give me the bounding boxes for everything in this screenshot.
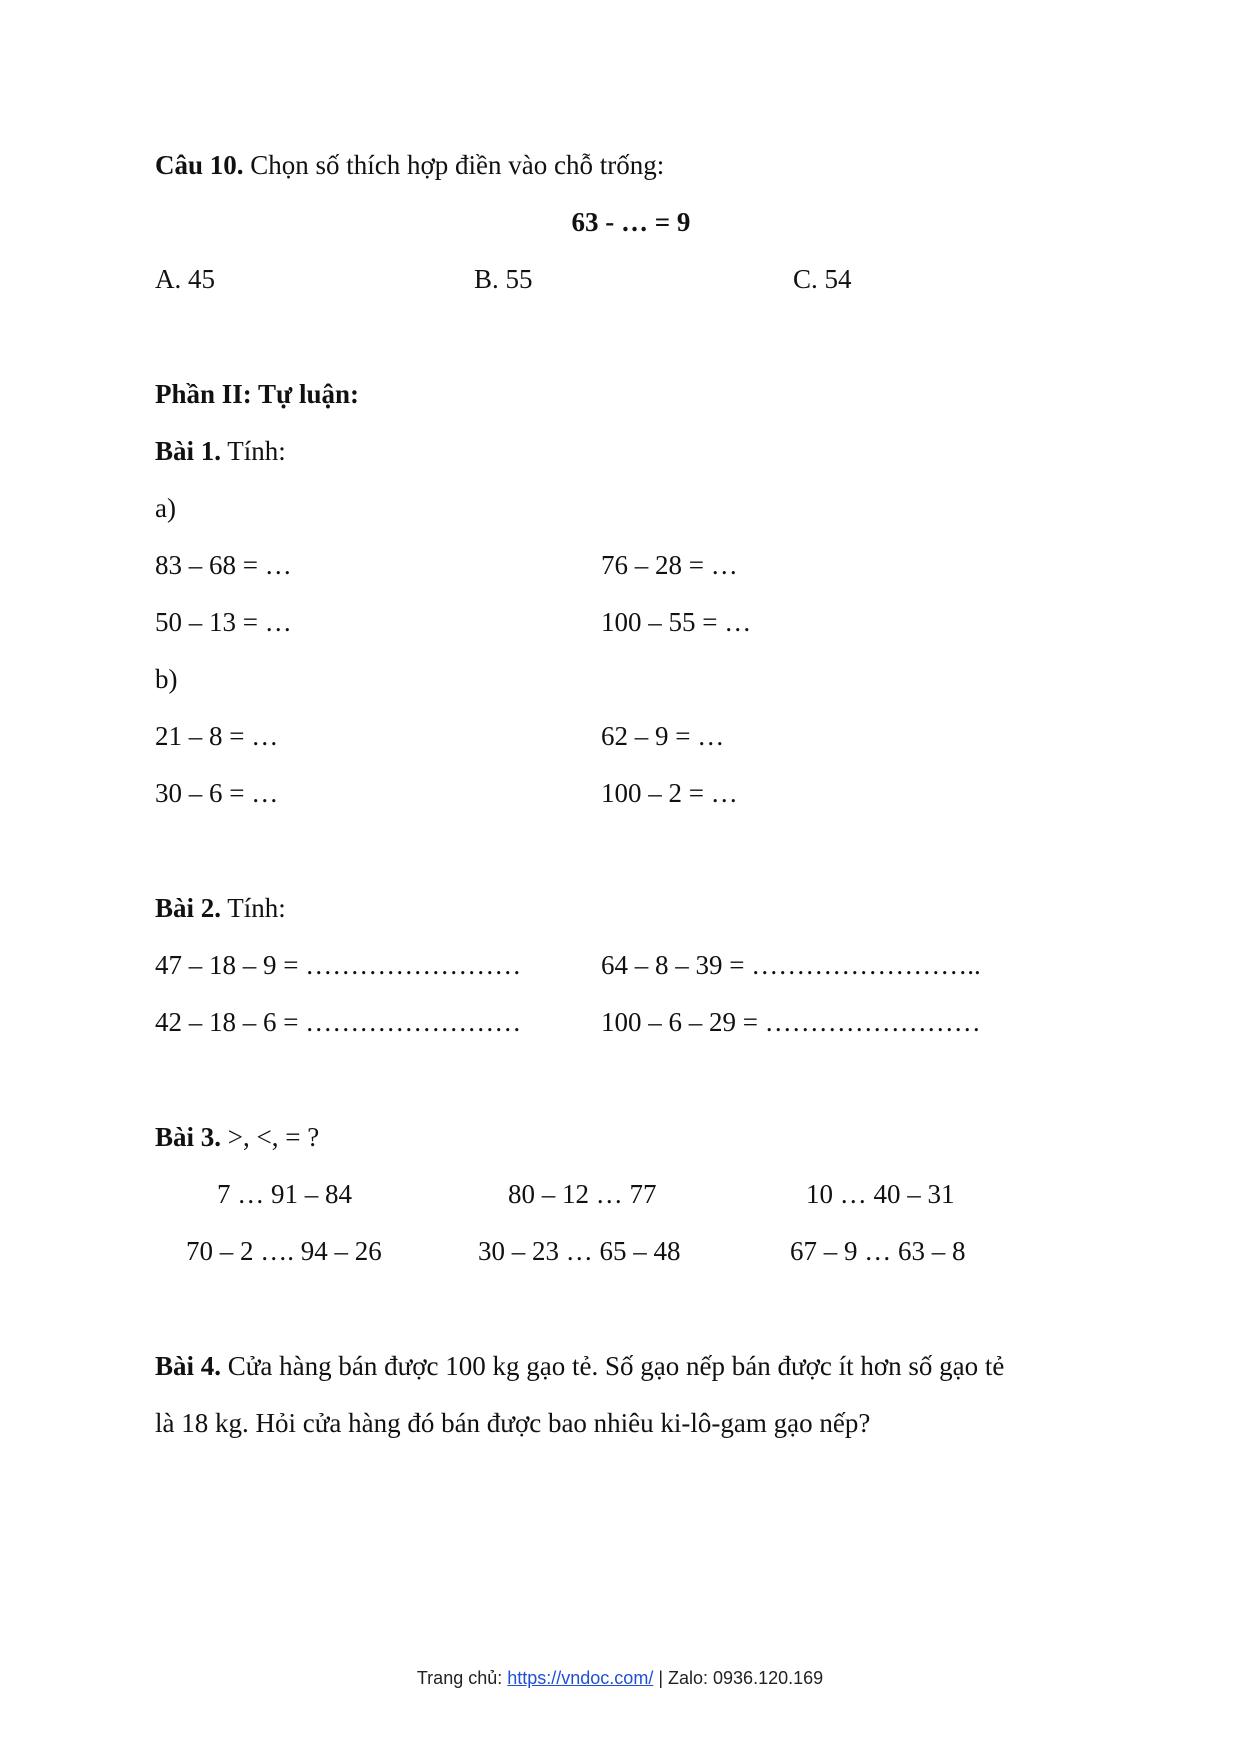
exercise-3-item-5: 30 – 23 … 65 – 48 xyxy=(478,1236,681,1266)
exercise-2-heading xyxy=(155,892,286,924)
exercise-2-item-3: 42 – 18 – 6 = …………………… xyxy=(155,1007,522,1037)
exercise-3-item-4: 70 – 2 …. 94 – 26 xyxy=(186,1236,382,1266)
option-b: B. 55 xyxy=(474,264,533,294)
page-footer xyxy=(0,1668,1240,1689)
exercise-1a-item-4: 100 – 55 = … xyxy=(601,607,752,637)
part-2-title: Phần II: Tự luận: xyxy=(155,379,360,409)
footer-prefix: Trang chủ: xyxy=(416,1668,508,1688)
exercise-1-part-a-label: a) xyxy=(155,493,176,523)
exercise-1b-item-2: 62 – 9 = … xyxy=(601,721,725,751)
exercise-1b-item-4: 100 – 2 = … xyxy=(601,778,738,808)
exercise-2-label: Bài 2. xyxy=(155,893,222,923)
exercise-3-heading xyxy=(155,1121,319,1153)
exercise-1a-item-2: 76 – 28 = … xyxy=(601,550,738,580)
exercise-1-text: Tính: xyxy=(221,436,286,466)
exercise-1a-item-1: 83 – 68 = … xyxy=(155,550,292,580)
exercise-1b-item-1: 21 – 8 = … xyxy=(155,721,279,751)
exercise-2-item-2: 64 – 8 – 39 = …………………….. xyxy=(601,950,981,980)
exercise-3-item-6: 67 – 9 … 63 – 8 xyxy=(790,1236,966,1266)
exercise-4-line-2: là 18 kg. Hỏi cửa hàng đó bán được bao nhiêu ki-lô-gam gạo nếp? xyxy=(155,1408,871,1438)
exercise-2-item-4: 100 – 6 – 29 = …………………… xyxy=(601,1007,981,1037)
option-c: C. 54 xyxy=(793,264,852,294)
question-10-label: Câu 10. xyxy=(155,150,244,180)
exercise-3-label: Bài 3. xyxy=(155,1122,222,1152)
exercise-3-item-3: 10 … 40 – 31 xyxy=(806,1179,955,1209)
exercise-2-text: Tính: xyxy=(221,893,286,923)
exercise-1b-item-3: 30 – 6 = … xyxy=(155,778,279,808)
exercise-3-text: >, <, = ? xyxy=(221,1122,320,1152)
exercise-1-label: Bài 1. xyxy=(155,436,222,466)
exercise-1-part-b-label: b) xyxy=(155,664,178,694)
exercise-1a-item-3: 50 – 13 = … xyxy=(155,607,292,637)
footer-suffix: | Zalo: 0936.120.169 xyxy=(653,1668,824,1688)
equation-text: 63 - … = 9 xyxy=(571,207,691,237)
exercise-3-item-2: 80 – 12 … 77 xyxy=(508,1179,657,1209)
exercise-1-heading xyxy=(155,435,286,467)
option-a: A. 45 xyxy=(155,264,215,294)
exercise-4-label: Bài 4. xyxy=(155,1351,222,1381)
question-10-equation xyxy=(0,206,1240,238)
exercise-2-item-1: 47 – 18 – 9 = …………………… xyxy=(155,950,522,980)
exercise-3-item-1: 7 … 91 – 84 xyxy=(217,1179,352,1209)
footer-home-link[interactable]: https://vndoc.com/ xyxy=(507,1668,654,1688)
question-10-text: Chọn số thích hợp điền vào chỗ trống: xyxy=(243,150,665,180)
exercise-4-text-1: Cửa hàng bán được 100 kg gạo tẻ. Số gạo nếp bán được ít hơn số gạo tẻ xyxy=(221,1351,1005,1381)
question-10 xyxy=(155,149,664,181)
exercise-4-line-1 xyxy=(155,1350,1004,1382)
